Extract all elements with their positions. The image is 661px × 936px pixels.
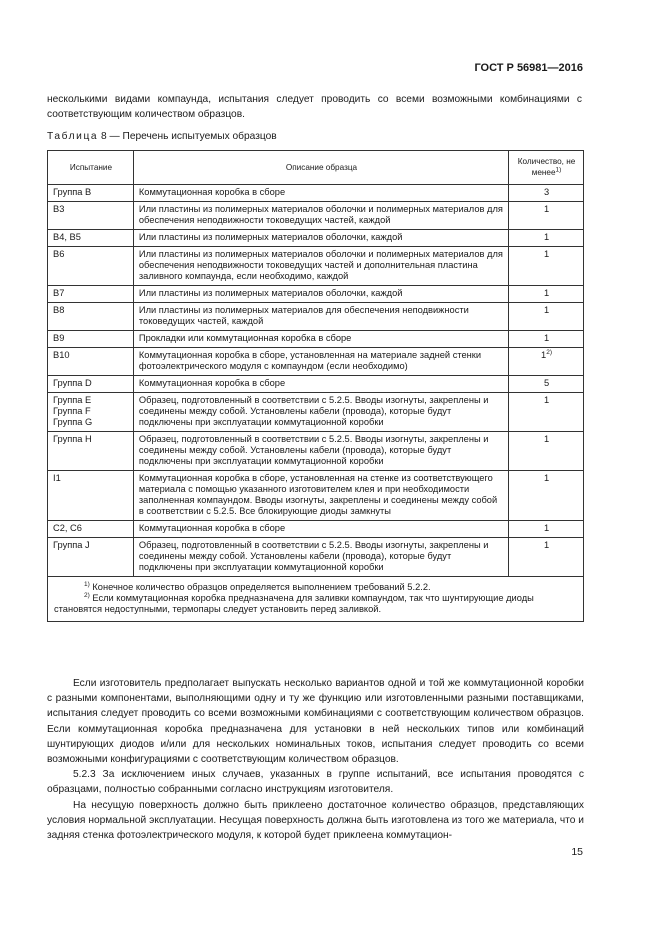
cell-test: C2, C6: [48, 521, 134, 538]
table-row: [48, 247, 584, 286]
cell-quantity: [509, 202, 584, 230]
cell-quantity: [509, 331, 584, 348]
table-row: [48, 331, 584, 348]
cell-description: Коммутационная коробка в сборе, установленная на стенке из соответствующего материала с помощью указанного изготовителем клея и при необходимости заполненная компаундом. Вводы изогнуты, закреплены и соединены между собой в соответствии с 5.2.5. Все блокирующие диоды замкнуты: [133, 471, 508, 521]
cell-quantity: [509, 521, 584, 538]
body-text: [47, 676, 584, 843]
note-text: Конечное количество образцов определяется выполнением требований 5.2.2.: [89, 582, 431, 592]
quantity-value: 1: [543, 333, 550, 343]
table-row: [48, 303, 584, 331]
cell-test: B10: [48, 348, 134, 376]
cell-test: B9: [48, 331, 134, 348]
cell-quantity: [509, 376, 584, 393]
quantity-value: 1: [541, 350, 547, 360]
header-quantity-label: Количество, не менее: [517, 157, 576, 177]
cell-quantity: [509, 247, 584, 286]
table-row: [48, 348, 584, 376]
table-row: [48, 185, 584, 202]
table-row: [48, 286, 584, 303]
cell-test: Группа E Группа F Группа G: [48, 393, 134, 432]
table-body: [48, 185, 584, 577]
cell-quantity: [509, 185, 584, 202]
cell-quantity: [509, 538, 584, 577]
cell-test: Группа H: [48, 432, 134, 471]
table-row: [48, 471, 584, 521]
body-paragraph: Если изготовитель предполагает выпускать несколько вариантов одной и той же коммутационной коробки с разными компонентами, выполняющими одну и ту же функцию или изготовленными разными поставщиками, испытания следует проводить со всеми возможными комбинациями с соответствующим количеством образцов. Если коммутационная коробка предназначена для установки в ней нескольких типов или комбинаций шунтирующих диодов и/или для нескольких номинальных токов, испытания следует проводить со всеми возможными конфигурациями с соответствующим количеством образцов.: [47, 678, 584, 766]
cell-description: Или пластины из полимерных материалов оболочки, каждой: [133, 230, 508, 247]
cell-quantity: [509, 303, 584, 331]
cell-description: Коммутационная коробка в сборе, установленная на материале задней стенки фотоэлектрического модуля с компаундом (если необходимо): [133, 348, 508, 376]
table-row: [48, 538, 584, 577]
cell-test: I1: [48, 471, 134, 521]
cell-test: B3: [48, 202, 134, 230]
quantity-value: 1: [543, 523, 550, 533]
table-row: [48, 202, 584, 230]
cell-test: Группа B: [48, 185, 134, 202]
table-row: [48, 376, 584, 393]
cell-description: Образец, подготовленный в соответствии с 5.2.5. Вводы изогнуты, закреплены и соединены между собой. Установлены кабели (провода), которые будут подключены при эксплуатации коммутационной коробки: [133, 393, 508, 432]
quantity-value: 1: [543, 288, 550, 298]
table-notes: [48, 577, 584, 622]
table-row: [48, 230, 584, 247]
intro-paragraph: несколькими видами компаунда, испытания следует проводить со всеми возможными комбинациями с соответствующим количеством образцов.: [47, 94, 582, 120]
cell-test: Группа D: [48, 376, 134, 393]
quantity-value: 1: [543, 249, 550, 259]
table-row: [48, 393, 584, 432]
table-row: [48, 432, 584, 471]
quantity-value: 5: [543, 378, 550, 388]
table-row: [48, 521, 584, 538]
quantity-value: 1: [543, 204, 550, 214]
cell-description: Образец, подготовленный в соответствии с 5.2.5. Вводы изогнуты, закреплены и соединены между собой. Установлены кабели (провода), которые будут подключены при эксплуатации коммутационной коробки: [133, 432, 508, 471]
table-caption-label: Таблица: [47, 131, 99, 142]
cell-description: Коммутационная коробка в сборе: [133, 521, 508, 538]
table-notes-row: [48, 577, 584, 622]
cell-test: Группа J: [48, 538, 134, 577]
specimens-table: [47, 150, 584, 622]
note-mark: 2): [84, 591, 90, 599]
header-test: Испытание: [48, 151, 134, 185]
header-quantity: [509, 151, 584, 185]
cell-test: B6: [48, 247, 134, 286]
table-caption: [47, 131, 277, 142]
table-note: [54, 593, 577, 615]
cell-description: Прокладки или коммутационная коробка в сборе: [133, 331, 508, 348]
cell-quantity: [509, 393, 584, 432]
cell-description: Образец, подготовленный в соответствии с 5.2.5. Вводы изогнуты, закреплены и соединены между собой. Установлены кабели (провода), которые будут подключены при эксплуатации коммутационной коробки: [133, 538, 508, 577]
cell-quantity: [509, 230, 584, 247]
quantity-value: 1: [543, 305, 550, 315]
table-note: [54, 582, 577, 593]
cell-quantity: [509, 432, 584, 471]
quantity-value: 1: [543, 232, 550, 242]
page-number: 15: [571, 846, 583, 858]
cell-description: Коммутационная коробка в сборе: [133, 376, 508, 393]
cell-description: Или пластины из полимерных материалов оболочки и полимерных материалов для обеспечения неподвижности токоведущих частей, каждой: [133, 202, 508, 230]
quantity-value: 3: [543, 187, 550, 197]
cell-description: Или пластины из полимерных материалов для обеспечения неподвижности токоведущих частей, каждой: [133, 303, 508, 331]
header-description: Описание образца: [133, 151, 508, 185]
header-quantity-footnote: 1): [555, 166, 562, 174]
quantity-value: 1: [543, 473, 550, 483]
body-paragraph: 5.2.3 За исключением иных случаев, указанных в группе испытаний, все испытания проводятся с образцами, полностью собранными согласно инструкциям изготовителя.: [47, 769, 584, 796]
cell-test: B8: [48, 303, 134, 331]
cell-quantity: [509, 348, 584, 376]
quantity-value: 1: [543, 434, 550, 444]
cell-quantity: [509, 471, 584, 521]
cell-test: B4, B5: [48, 230, 134, 247]
table-caption-title: 8 — Перечень испытуемых образцов: [98, 131, 277, 142]
quantity-value: 1: [543, 395, 550, 405]
quantity-footnote: 2): [546, 348, 552, 356]
document-code: ГОСТ Р 56981—2016: [474, 62, 583, 74]
cell-description: Или пластины из полимерных материалов оболочки и полимерных материалов для обеспечения неподвижности токоведущих частей и дополнительная пластина заливного компаунда, если необходимо, каждой: [133, 247, 508, 286]
table-header-row: [48, 151, 584, 185]
note-mark: 1): [84, 580, 90, 588]
note-text: Если коммутационная коробка предназначена для заливки компаундом, так что шунтирующие диоды становятся недоступными, термопары следует установить перед заливкой.: [54, 593, 534, 614]
cell-description: Или пластины из полимерных материалов оболочки, каждой: [133, 286, 508, 303]
quantity-value: 1: [543, 540, 550, 550]
body-paragraph: На несущую поверхность должно быть приклеено достаточное количество образцов, представляющих условия нормальной эксплуатации. Несущая поверхность должна быть изготовлена из того же материала, что и задняя стенка фотоэлектрического модуля, к которой будет приклеена коммутацион-: [47, 799, 584, 842]
cell-quantity: [509, 286, 584, 303]
cell-test: B7: [48, 286, 134, 303]
cell-description: Коммутационная коробка в сборе: [133, 185, 508, 202]
